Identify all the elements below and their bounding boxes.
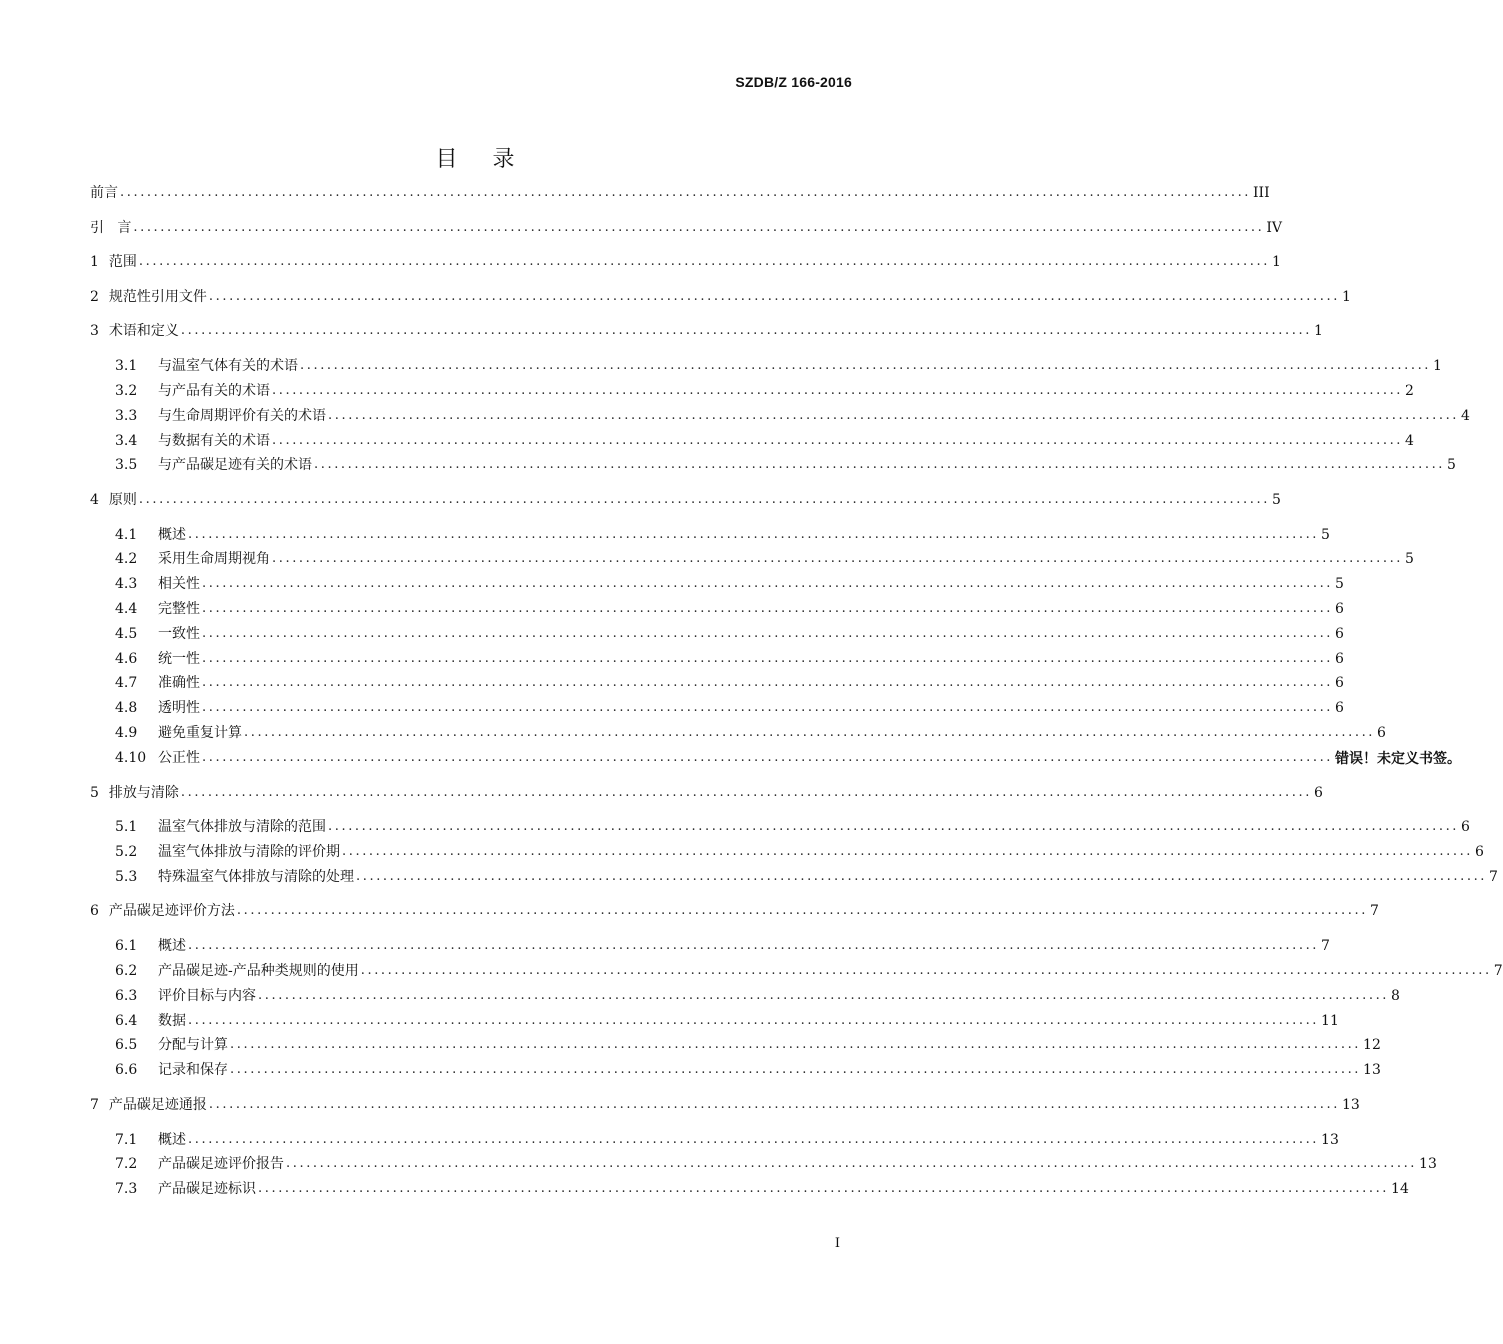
- toc-entry-label: 与数据有关的术语: [158, 433, 270, 449]
- toc-entry-page: 13: [1341, 1097, 1360, 1113]
- toc-entry-number: 4.2: [115, 551, 138, 567]
- toc-entry-page: 5: [1447, 457, 1456, 473]
- toc-entry-page: 1: [1313, 323, 1323, 339]
- toc-entry-page: 14: [1391, 1181, 1409, 1197]
- toc-entry-label: 统一性: [158, 651, 200, 667]
- toc-entry-label: 采用生命周期视角: [158, 551, 270, 567]
- toc-entry[interactable]: [115, 623, 1344, 645]
- toc-dot-leader: ........................................................................................................................................................................: [188, 1132, 1320, 1147]
- toc-entry-number: 4.3: [115, 576, 138, 592]
- toc-entry-number: 3.3: [115, 408, 138, 424]
- toc-entry-page: 13: [1363, 1062, 1381, 1078]
- toc-entry-number: 3: [90, 323, 99, 339]
- toc-entry-label: 分配与计算: [158, 1037, 228, 1053]
- toc-entry[interactable]: [115, 1153, 1437, 1175]
- toc-dot-leader: ........................................................................................................................................................................: [180, 323, 1312, 338]
- toc-dot-leader: ........................................................................................................................................................................: [230, 1062, 1362, 1077]
- toc-entry-label: 一致性: [158, 626, 200, 642]
- toc-dot-leader: ........................................................................................................................................................................: [328, 819, 1460, 834]
- toc-dot-leader: ........................................................................................................................................................................: [258, 1181, 1390, 1196]
- toc-entry-page: 1: [1433, 358, 1442, 374]
- toc-dot-leader: ........................................................................................................................................................................: [133, 220, 1265, 235]
- toc-entry-number: 6.5: [115, 1037, 138, 1053]
- toc-entry-page: 6: [1335, 675, 1344, 691]
- toc-entry-label: 概述: [158, 938, 186, 954]
- toc-entry[interactable]: [90, 251, 1281, 273]
- toc-entry[interactable]: [115, 524, 1330, 546]
- toc-entry-label: 记录和保存: [158, 1062, 228, 1078]
- toc-dot-leader: ........................................................................................................................................................................: [202, 601, 1334, 616]
- toc-entry-label: 产品碳足迹评价报告: [158, 1156, 284, 1172]
- toc-entry[interactable]: [115, 355, 1442, 377]
- toc-entry-number: 6.1: [115, 938, 138, 954]
- toc-entry-label: 数据: [158, 1013, 186, 1029]
- toc-entry-label: 产品碳足迹-产品种类规则的使用: [158, 963, 359, 979]
- toc-entry-label: 相关性: [158, 576, 200, 592]
- toc-entry[interactable]: [115, 866, 1498, 888]
- toc-dot-leader: ........................................................................................................................................................................: [202, 626, 1334, 641]
- toc-entry[interactable]: [115, 405, 1470, 427]
- toc-dot-leader: ........................................................................................................................................................................: [202, 700, 1334, 715]
- toc-entry-label: 产品碳足迹标识: [158, 1181, 256, 1197]
- toc-entry-label: 与生命周期评价有关的术语: [158, 408, 326, 424]
- toc-entry-page: 6: [1335, 651, 1344, 667]
- toc-dot-leader: ........................................................................................................................................................................: [314, 457, 1446, 472]
- toc-entry[interactable]: [115, 1010, 1339, 1032]
- toc-dot-leader: ........................................................................................................................................................................: [300, 358, 1432, 373]
- toc-entry-page: 5: [1335, 576, 1344, 592]
- toc-dot-leader: ........................................................................................................................................................................: [342, 844, 1474, 859]
- toc-entry-number: 6.6: [115, 1062, 138, 1078]
- toc-entry[interactable]: [90, 286, 1351, 308]
- toc-entry-number: 5.3: [115, 869, 138, 885]
- toc-entry-number: 3.1: [115, 358, 138, 374]
- toc-entry-page: 11: [1321, 1013, 1339, 1029]
- toc-entry-number: 6.2: [115, 963, 138, 979]
- toc-dot-leader: ........................................................................................................................................................................: [120, 185, 1252, 200]
- toc-entry-number: 5.1: [115, 819, 138, 835]
- toc-entry[interactable]: [115, 1178, 1409, 1200]
- toc-entry-label: 概述: [158, 527, 186, 543]
- toc-entry-number: 6.4: [115, 1013, 138, 1029]
- toc-entry-label: 术语和定义: [108, 323, 179, 339]
- toc-entry-page: IV: [1266, 220, 1283, 236]
- toc-entry-label: 与产品碳足迹有关的术语: [158, 457, 312, 473]
- toc-entry-page: 8: [1391, 988, 1400, 1004]
- toc-entry-number: 4.8: [115, 700, 138, 716]
- toc-entry[interactable]: [115, 722, 1386, 744]
- toc-entry-page: 6: [1335, 700, 1344, 716]
- toc-entry[interactable]: [115, 1129, 1339, 1151]
- toc-entry[interactable]: [90, 217, 1283, 239]
- toc-dot-leader: ........................................................................................................................................................................: [272, 433, 1404, 448]
- document-code: SZDB/Z 166-2016: [735, 74, 852, 90]
- toc-entry[interactable]: [115, 454, 1456, 476]
- toc-dot-leader: ........................................................................................................................................................................: [202, 750, 1334, 765]
- toc-entry-page: 4: [1461, 408, 1470, 424]
- toc-entry-number: 4: [90, 492, 99, 508]
- toc-entry-page: 6: [1313, 785, 1323, 801]
- toc-entry[interactable]: [90, 900, 1379, 922]
- toc-entry-page: 6: [1461, 819, 1470, 835]
- toc-title: 目 录: [435, 147, 529, 172]
- toc-entry[interactable]: [115, 985, 1400, 1007]
- toc-entry-page: 2: [1405, 383, 1414, 399]
- toc-dot-leader: ........................................................................................................................................................................: [202, 576, 1334, 591]
- toc-entry-number: 4.7: [115, 675, 138, 691]
- toc-dot-leader: ........................................................................................................................................................................: [258, 988, 1390, 1003]
- toc-entry[interactable]: [115, 697, 1344, 719]
- toc-entry-number: 4.6: [115, 651, 138, 667]
- toc-entry-number: 3.5: [115, 457, 138, 473]
- toc-dot-leader: ........................................................................................................................................................................: [138, 254, 1270, 269]
- toc-entry[interactable]: [90, 782, 1323, 804]
- toc-entry[interactable]: [115, 816, 1470, 838]
- toc-entry-number: 7.3: [115, 1181, 138, 1197]
- toc-entry-label: 产品碳足迹评价方法: [108, 903, 235, 919]
- toc-entry-label: 透明性: [158, 700, 200, 716]
- toc-entry-label: 准确性: [158, 675, 200, 691]
- toc-entry[interactable]: [115, 380, 1414, 402]
- toc-entry-page: 1: [1271, 254, 1281, 270]
- toc-entry-page: 6: [1377, 725, 1386, 741]
- toc-entry-page: 5: [1321, 527, 1330, 543]
- toc-entry-page: 6: [1335, 626, 1344, 642]
- page-number: I: [834, 1236, 840, 1251]
- toc-dot-leader: ........................................................................................................................................................................: [286, 1156, 1418, 1171]
- toc-entry-page: 6: [1475, 844, 1484, 860]
- toc-entry-page: 1: [1341, 289, 1351, 305]
- toc-entry-label: 引 言: [90, 220, 132, 236]
- toc-dot-leader: ........................................................................................................................................................................: [244, 725, 1376, 740]
- toc-entry-label: 温室气体排放与清除的评价期: [158, 844, 340, 860]
- toc-dot-leader: ........................................................................................................................................................................: [202, 651, 1334, 666]
- toc-entry-page: 7: [1489, 869, 1498, 885]
- toc-entry-number: 4.4: [115, 601, 138, 617]
- toc-entry[interactable]: [115, 1034, 1381, 1056]
- toc-dot-leader: ........................................................................................................................................................................: [328, 408, 1460, 423]
- toc-entry-label: 前言: [90, 185, 118, 201]
- toc-entry-number: 3.4: [115, 433, 138, 449]
- toc-entry-page: 12: [1363, 1037, 1381, 1053]
- toc-entry-label: 特殊温室气体排放与清除的处理: [158, 869, 354, 885]
- toc-entry-number: 4.1: [115, 527, 138, 543]
- toc-entry-number: 4.5: [115, 626, 138, 642]
- toc-entry-label: 范围: [108, 254, 137, 270]
- toc-entry[interactable]: [115, 573, 1344, 595]
- toc-entry-number: 5: [90, 785, 99, 801]
- toc-entry-page: 5: [1405, 551, 1414, 567]
- toc-entry-number: 7.1: [115, 1132, 138, 1148]
- toc-dot-leader: ........................................................................................................................................................................: [230, 1037, 1362, 1052]
- toc-entry-label: 与产品有关的术语: [158, 383, 270, 399]
- toc-entry-page: 7: [1321, 938, 1330, 954]
- toc-entry[interactable]: [90, 489, 1281, 511]
- toc-entry-number: 5.2: [115, 844, 138, 860]
- toc-dot-leader: ........................................................................................................................................................................: [356, 869, 1488, 884]
- toc-entry-number: 6: [90, 903, 99, 919]
- toc-entry-label: 公正性: [158, 750, 200, 766]
- toc-entry-label: 避免重复计算: [158, 725, 242, 741]
- toc-dot-leader: ........................................................................................................................................................................: [360, 963, 1492, 978]
- toc-dot-leader: ........................................................................................................................................................................: [272, 551, 1404, 566]
- toc-entry-label: 完整性: [158, 601, 200, 617]
- toc-dot-leader: ........................................................................................................................................................................: [188, 1013, 1320, 1028]
- toc-entry-label: 规范性引用文件: [108, 289, 207, 305]
- toc-entry-label: 产品碳足迹通报: [108, 1097, 207, 1113]
- toc-entry[interactable]: [115, 430, 1414, 452]
- toc-entry-page: 7: [1493, 963, 1503, 979]
- toc-entry[interactable]: [115, 747, 1462, 769]
- toc-entry-number: 4.10: [115, 750, 147, 766]
- toc-entry-label: 原则: [108, 492, 137, 508]
- toc-entry[interactable]: [115, 548, 1414, 570]
- toc-dot-leader: ........................................................................................................................................................................: [188, 527, 1320, 542]
- toc-entry[interactable]: [115, 648, 1344, 670]
- toc-entry-number: 6.3: [115, 988, 138, 1004]
- toc-entry[interactable]: [115, 1059, 1381, 1081]
- toc-entry-number: 1: [90, 254, 99, 270]
- toc-entry-page: III: [1253, 185, 1270, 201]
- toc-entry-number: 7.2: [115, 1156, 138, 1172]
- toc-dot-leader: ........................................................................................................................................................................: [138, 492, 1270, 507]
- toc-entry-page: 4: [1405, 433, 1414, 449]
- toc-dot-leader: ........................................................................................................................................................................: [208, 289, 1340, 304]
- toc-entry[interactable]: [115, 841, 1484, 863]
- toc-entry-bookmark-error: 错误！未定义书签。: [1335, 750, 1462, 766]
- toc-entry-number: 2: [90, 289, 99, 305]
- toc-entry[interactable]: [90, 320, 1323, 342]
- toc-entry-label: 评价目标与内容: [158, 988, 256, 1004]
- toc-entry-page: 13: [1419, 1156, 1437, 1172]
- toc-entry-label: 概述: [158, 1132, 186, 1148]
- toc-entry[interactable]: [90, 1094, 1360, 1116]
- toc-entry-number: 4.9: [115, 725, 138, 741]
- toc-entry[interactable]: [115, 598, 1344, 620]
- toc-entry[interactable]: [115, 935, 1330, 957]
- toc-dot-leader: ........................................................................................................................................................................: [208, 1097, 1340, 1112]
- toc-entry-page: 7: [1369, 903, 1379, 919]
- toc-entry-page: 13: [1321, 1132, 1339, 1148]
- toc-dot-leader: ........................................................................................................................................................................: [202, 675, 1334, 690]
- toc-entry-label: 温室气体排放与清除的范围: [158, 819, 326, 835]
- toc-entry-number: 3.2: [115, 383, 138, 399]
- toc-dot-leader: ........................................................................................................................................................................: [236, 903, 1368, 918]
- toc-entry-label: 与温室气体有关的术语: [158, 358, 298, 374]
- toc-entry-label: 排放与清除: [108, 785, 179, 801]
- toc-dot-leader: ........................................................................................................................................................................: [272, 383, 1404, 398]
- toc-dot-leader: ........................................................................................................................................................................: [188, 938, 1320, 953]
- toc-entry-page: 6: [1335, 601, 1344, 617]
- toc-entry[interactable]: [115, 960, 1503, 982]
- toc-entry-number: 7: [90, 1097, 99, 1113]
- toc-entry-page: 5: [1271, 492, 1281, 508]
- toc-entry[interactable]: [90, 182, 1270, 204]
- toc-dot-leader: ........................................................................................................................................................................: [180, 785, 1312, 800]
- toc-entry[interactable]: [115, 672, 1344, 694]
